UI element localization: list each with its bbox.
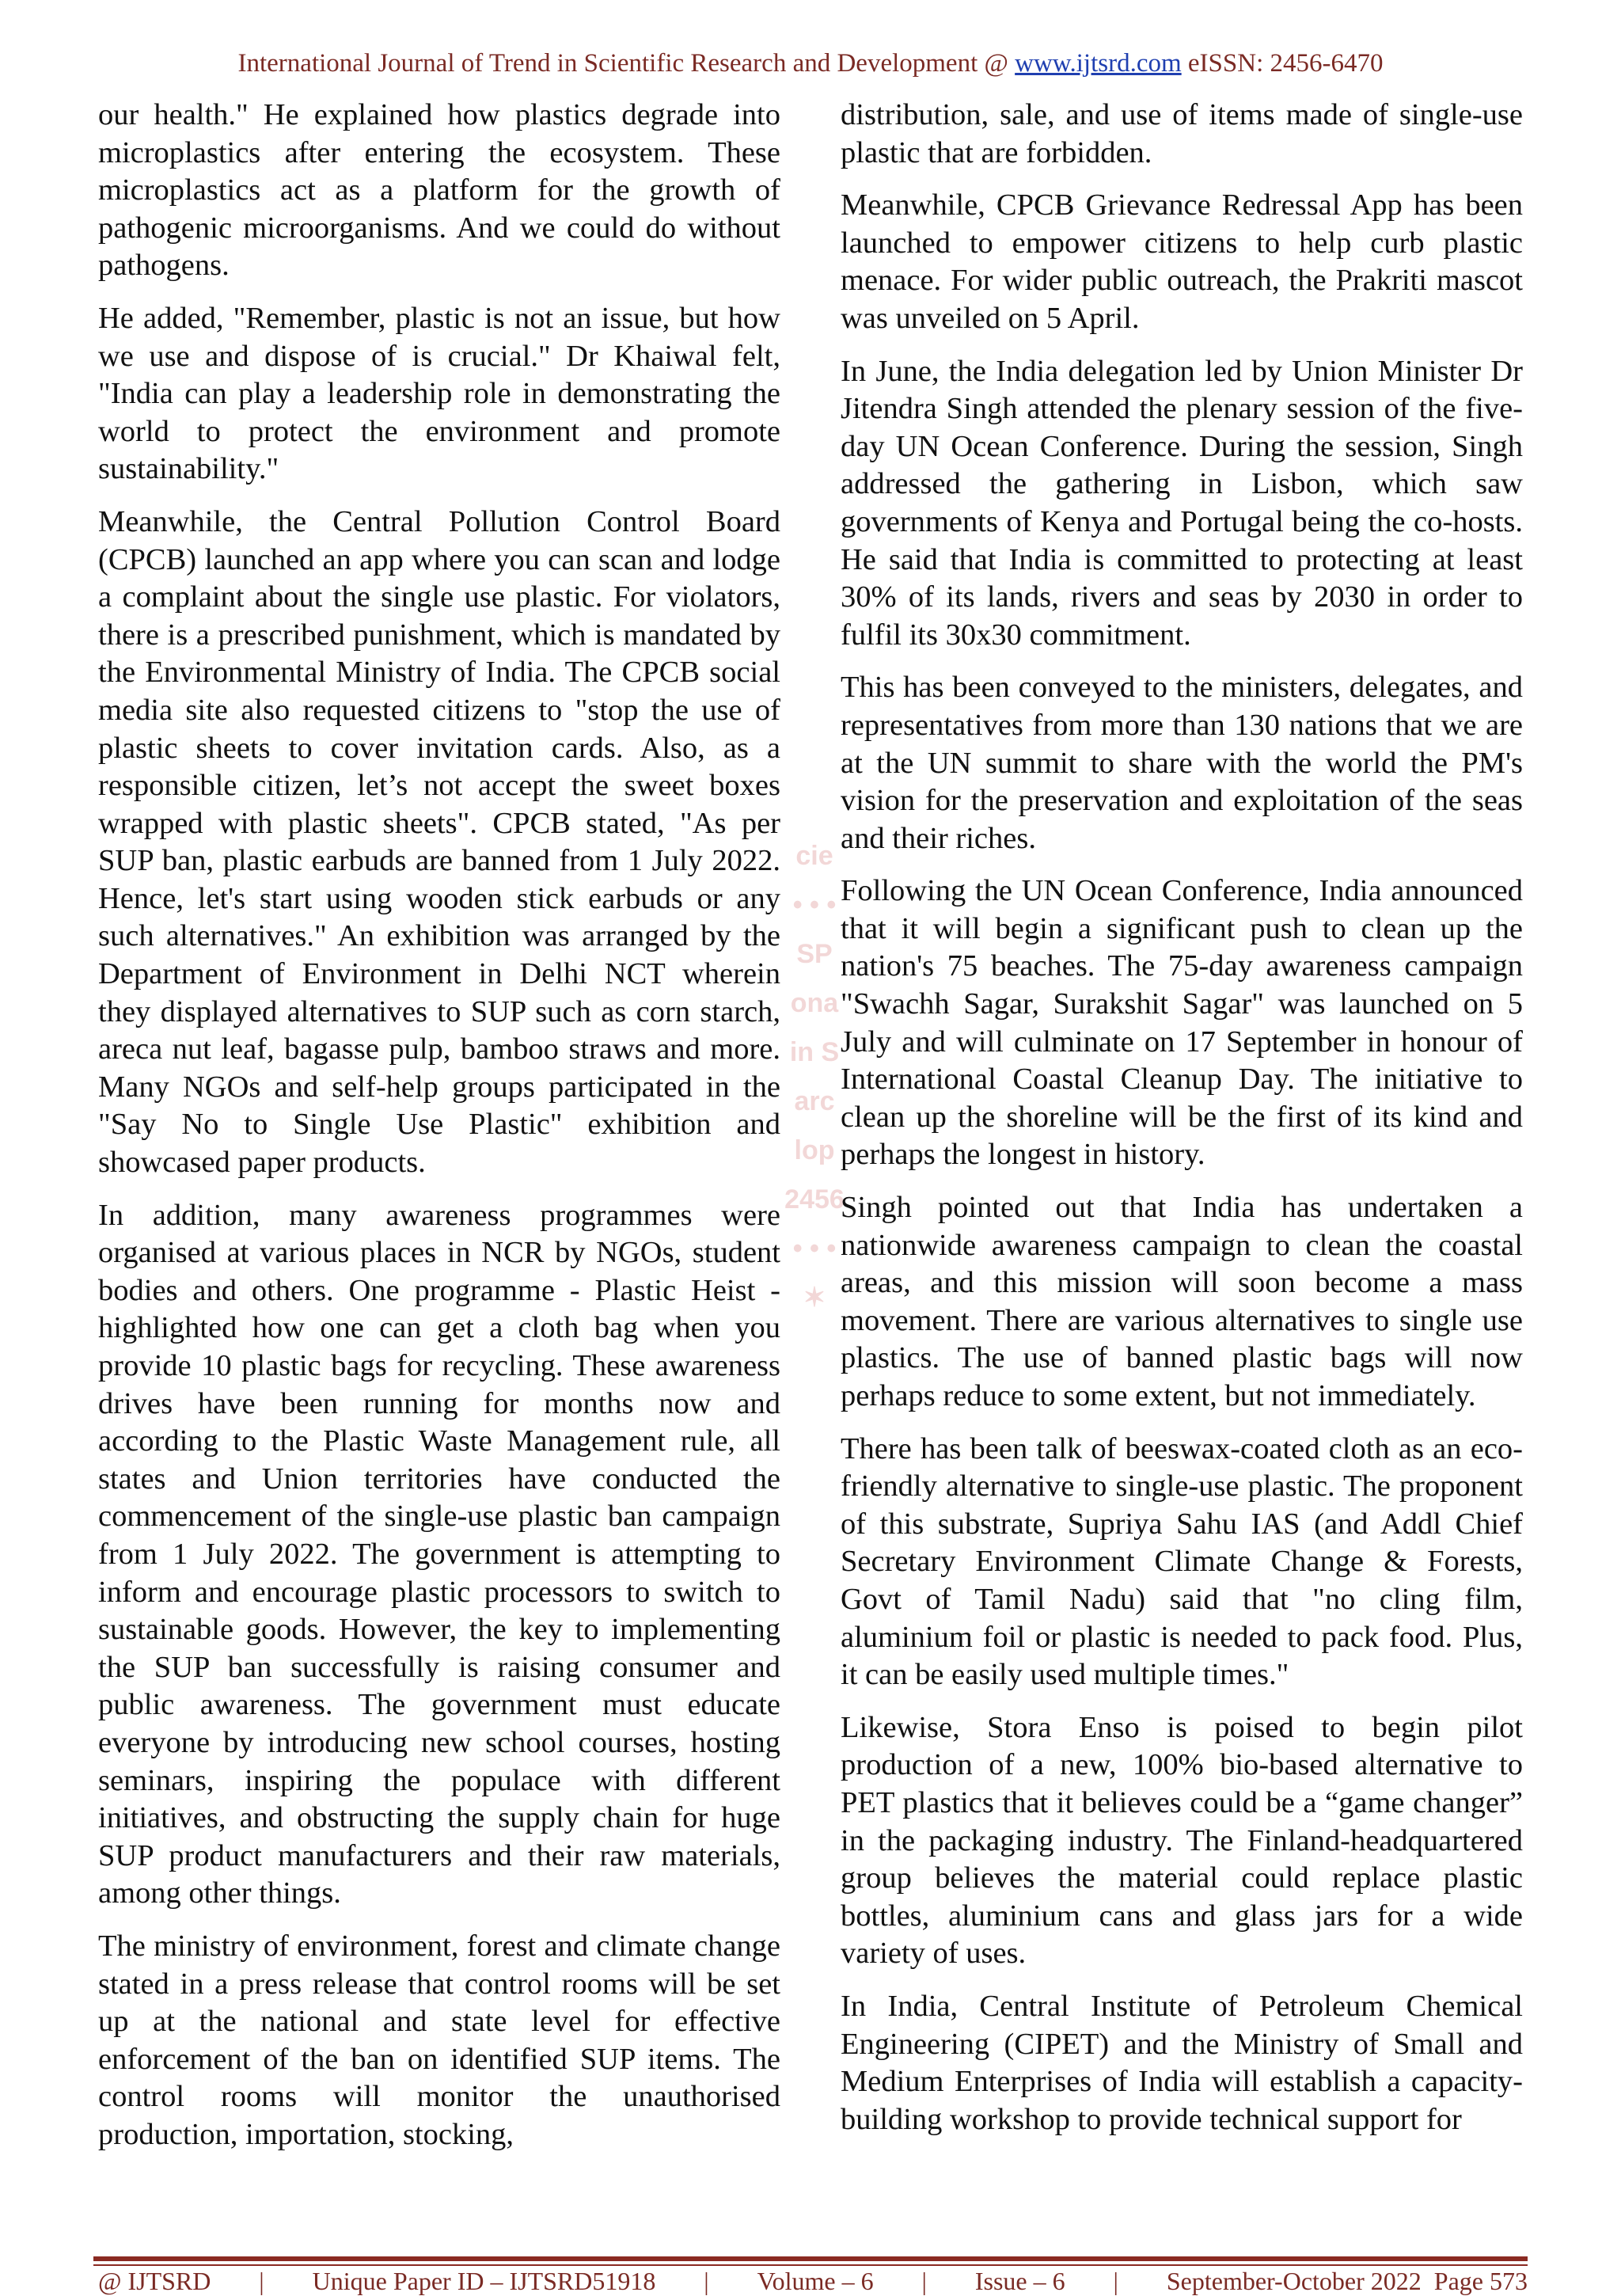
watermark-fragment: cie: [795, 841, 833, 871]
watermark-star-icon: ✶: [803, 1283, 826, 1313]
journal-issn: eISSN: 2456-6470: [1181, 49, 1384, 78]
right-column: [841, 97, 1523, 2153]
watermark-fragment: arc: [794, 1086, 835, 1116]
footer-journal: @ IJTSRD: [98, 2267, 211, 2295]
paragraph: Likewise, Stora Enso is poised to begin pilot production of a new, 100% bio-based alternative to PET plastics that it believes could be a “game changer” in the packaging industry. The Finland-headquartered group believes the material could replace plastic bottles, aluminium cans and glass jars for a wide variety of uses.: [841, 1710, 1523, 1971]
paragraph: distribution, sale, and use of items made of single-use plastic that are forbidden.: [841, 98, 1523, 169]
journal-url-link[interactable]: www.ijtsrd.com: [1015, 49, 1182, 78]
footer-issue: Issue – 6: [974, 2267, 1065, 2295]
paragraph: In India, Central Institute of Petroleum Chemical Engineering (CIPET) and the Ministry of Small and Medium Enterprises of India will establish a capacity-building workshop to provide technical support for: [841, 1989, 1523, 2136]
footer-separator: |: [704, 2267, 709, 2295]
running-header: [0, 49, 1621, 78]
footer-separator: |: [259, 2267, 264, 2295]
footer-separator: |: [1113, 2267, 1118, 2295]
footer-period: September-October 2022: [1166, 2267, 1422, 2295]
paragraph: There has been talk of beeswax-coated cloth as an eco-friendly alternative to single-use plastic. The proponent of this substrate, Supriya Sahu IAS (and Addl Chief Secretary Environment Climate Change & Forests, Govt of Tamil Nadu) said that "no cling film, aluminium foil or plastic is needed to pack food. Plus, it can be easily used multiple times.": [841, 1431, 1523, 1692]
footer-paper-id: Unique Paper ID – IJTSRD51918: [312, 2267, 656, 2295]
watermark-fragment: SP: [796, 939, 833, 969]
watermark-fragment: lop: [794, 1135, 835, 1165]
watermark-fragment: in S: [789, 1037, 840, 1067]
footer-rule-thin: [93, 2264, 1528, 2266]
watermark-fragment: ona: [790, 988, 839, 1018]
footer-separator: |: [921, 2267, 927, 2295]
journal-title: International Journal of Trend in Scientific Research and Development @: [237, 49, 1015, 78]
paragraph: This has been conveyed to the ministers, delegates, and representatives from more than 130 nations that we are at the UN summit to share with the world the PM's vision for the preservation and exploitation of the seas and their riches.: [841, 671, 1523, 855]
paragraph: In addition, many awareness programmes were organised at various places in NCR by NGOs, student bodies and others. One programme - Plastic Heist - highlighted how one can get a cloth bag when you provide 10 plastic bags for recycling. These awareness drives have been running for months now and according to the Plastic Waste Management rule, all states and Union territories have conducted the commencement of the single-use plastic ban campaign from 1 July 2022. The government is attempting to inform and encourage plastic processors to switch to sustainable goods. However, the key to implementing the SUP ban successfully is raising consumer and public awareness. The government must educate everyone by introducing new school courses, hosting seminars, inspiring the populace with different initiatives, and obstructing the supply chain for huge SUP product manufacturers and their raw materials, among other things.: [98, 1198, 780, 1910]
footer-page-number: Page 573: [1433, 2267, 1528, 2295]
paragraph: He added, "Remember, plastic is not an issue, but how we use and dispose of is crucial." Dr Khaiwal felt, "India can play a leadership role in demonstrating the world to protect the environment and promote sustainability.": [98, 301, 780, 486]
paragraph: Following the UN Ocean Conference, India announced that it will begin a significant push to clean up the nation's 75 beaches. The 75-day awareness campaign "Swachh Sagar, Surakshit Sagar" was launched on 5 July and will culminate on 17 September in honour of International Coastal Cleanup Day. The initiative to clean up the shoreline will be the first of its kind and perhaps the longest in history.: [841, 874, 1523, 1172]
paragraph: The ministry of environment, forest and climate change stated in a press release that control rooms will be set up at the national and state level for effective enforcement of the ban on identified SUP items. The control rooms will monitor the unauthorised production, importation, stocking,: [98, 1929, 780, 2151]
journal-watermark: [779, 831, 850, 1449]
footer-volume: Volume – 6: [757, 2267, 874, 2295]
paragraph: Meanwhile, CPCB Grievance Redressal App has been launched to empower citizens to help curb plastic menace. For wider public outreach, the Prakriti mascot was unveiled on 5 April.: [841, 188, 1523, 335]
paragraph: In June, the India delegation led by Union Minister Dr Jitendra Singh attended the plenary session of the five-day UN Ocean Conference. During the session, Singh addressed the gathering in Lisbon, which saw governments of Kenya and Portugal being the co-hosts. He said that India is committed to protecting at least 30% of its lands, rivers and seas by 2030 in order to fulfil its 30x30 commitment.: [841, 354, 1523, 652]
watermark-fragment: 2456: [784, 1184, 845, 1215]
paragraph: our health." He explained how plastics degrade into microplastics after entering the ecosystem. These microplastics act as a platform for the growth of pathogenic microorganisms. And we could do without pathogens.: [98, 98, 780, 283]
watermark-dots: • • •: [792, 890, 837, 920]
watermark-dots: • • •: [792, 1234, 837, 1264]
running-footer: [98, 2267, 1528, 2296]
footer-rule: [93, 2256, 1528, 2261]
paragraph: Meanwhile, the Central Pollution Control Board (CPCB) launched an app where you can scan and lodge a complaint about the single use plastic. For violators, there is a prescribed punishment, which is mandated by the Environmental Ministry of India. The CPCB social media site also requested citizens to "stop the use of plastic sheets to cover invitation cards. Also, as a responsible citizen, let’s not accept the sweet boxes wrapped with plastic sheets". CPCB stated, "As per SUP ban, plastic earbuds are banned from 1 July 2022. Hence, let's start using wooden stick earbuds or any such alternatives." An exhibition was arranged by the Department of Environment in Delhi NCT wherein they displayed alternatives to SUP such as corn starch, areca nut leaf, bagasse pulp, bamboo straws and more. Many NGOs and self-help groups participated in the "Say No to Single Use Plastic" exhibition and showcased paper products.: [98, 504, 780, 1180]
left-column: [98, 97, 780, 2169]
paragraph: Singh pointed out that India has undertaken a nationwide awareness campaign to clean the coastal areas, and this mission will soon become a mass movement. There are various alternatives to single use plastics. The use of banned plastic bags will now perhaps reduce to some extent, but not immediately.: [841, 1191, 1523, 1412]
